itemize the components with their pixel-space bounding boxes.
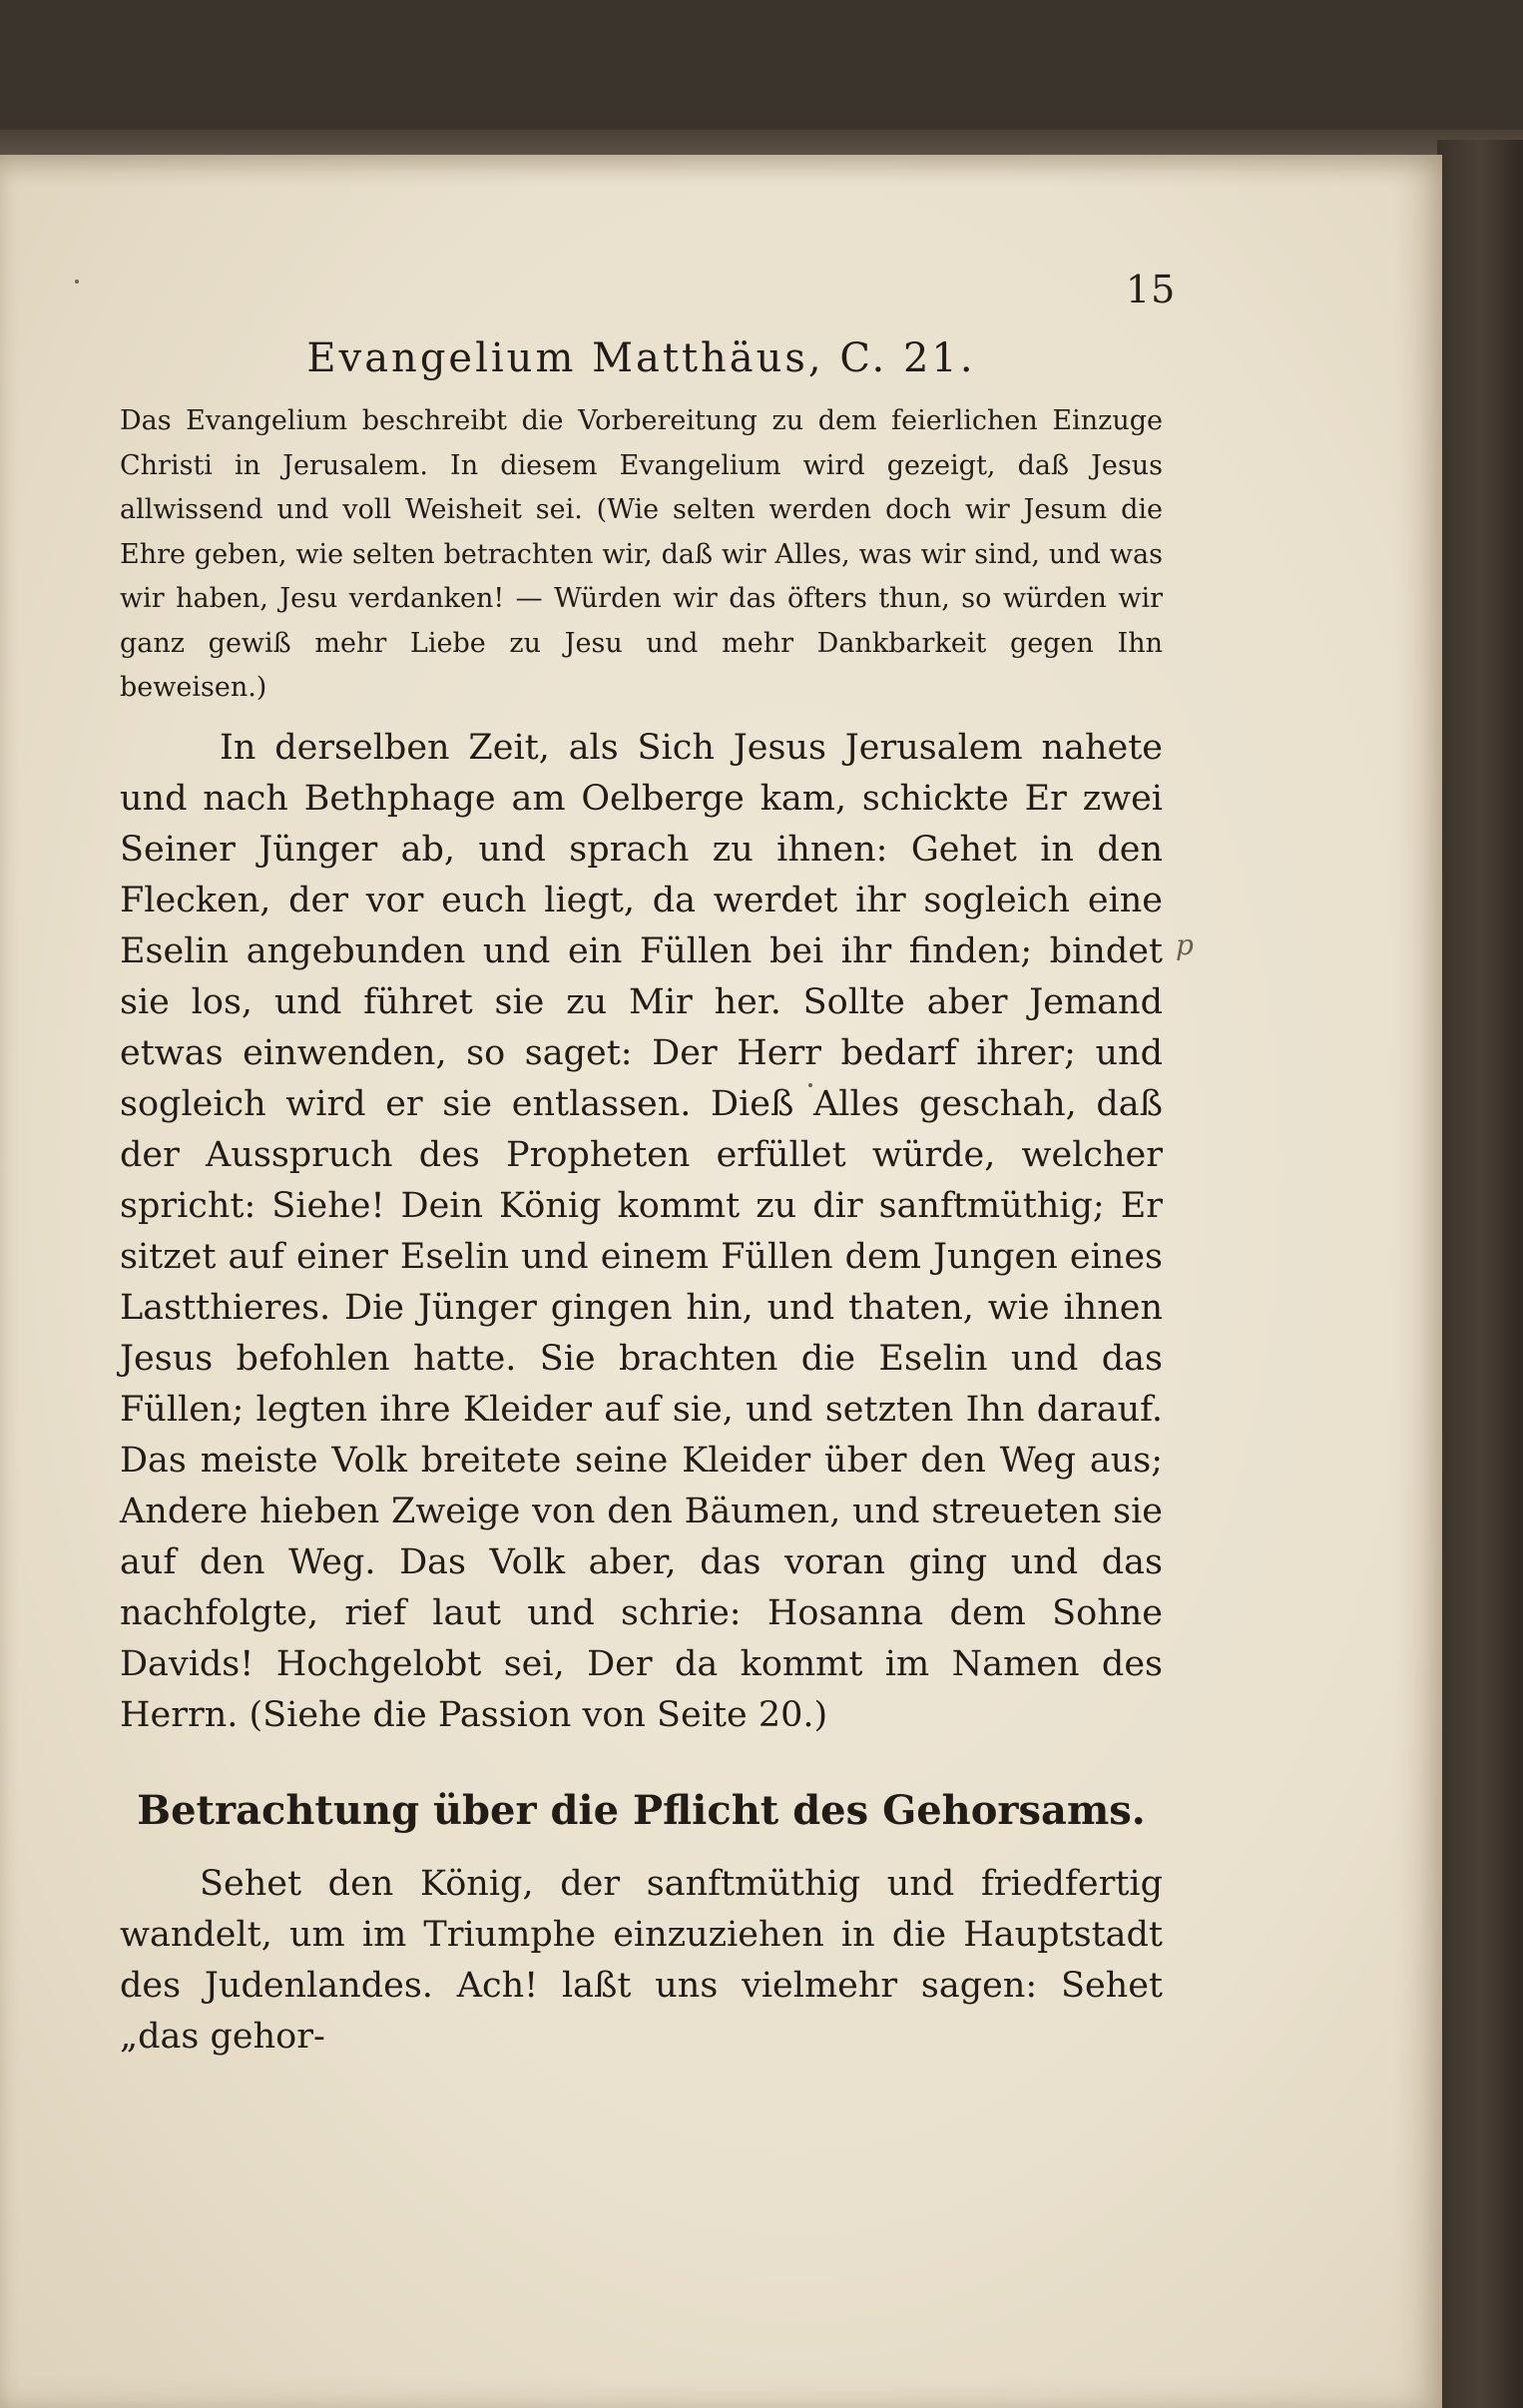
gospel-paragraph: In derselben Zeit, als Sich Jesus Jerusalem nahete und nach Bethphage am Oelberge kam, schickte Er zwei Seiner Jünger ab, und sprach zu ihnen: Gehet in den Flecken, der vor euch liegt, da werdet ihr sogleich eine Eselin angebunden und ein Füllen bei ihr finden; bindet sie los, und führet sie zu Mir her. Sollte aber Jemand etwas einwenden, so saget: Der Herr bedarf ihrer; und sogleich wird er sie entlassen. Dieß Alles geschah, daß der Ausspruch des Propheten erfüllet würde, welcher spricht: Siehe! Dein König kommt zu dir sanftmüthig; Er sitzet auf einer Eselin und einem Füllen dem Jungen eines Lastthieres. Die Jünger gingen hin, und thaten, wie ihnen Jesus befohlen hatte. Sie brachten die Eselin und das Füllen; legten ihre Kleider auf sie, und setzten Ihn darauf. Das meiste Volk breitete seine Kleider über den Weg aus; Andere hieben Zweige von den Bäumen, und streueten sie auf den Weg. Das Volk aber, das voran ging und das nachfolgte, rief laut und schrie: Hosanna dem Sohne Davids! Hochgelobt sei, Der da kommt im Namen des Herrn. (Siehe die Passion von Seite 20.) <box>120 728 1163 1735</box>
page-number: 15 <box>1126 268 1177 311</box>
chapter-heading: Evangelium Matthäus, C. 21. <box>306 335 976 381</box>
book-cover-right-edge <box>1437 140 1523 2408</box>
margin-pencil-mark: p <box>1176 928 1194 961</box>
page-speck <box>75 280 79 284</box>
intro-paragraph: Das Evangelium beschreibt die Vorbereitung zu dem feierlichen Einzuge Christi in Jerusalem. In diesem Evangelium wird gezeigt, daß Jesus allwissend und voll Weisheit sei. (Wie selten werden doch wir Jesum die Ehre geben, wie selten betrachten wir, daß wir Alles, was wir sind, und was wir haben, Jesu verdanken! — Würden wir das öfters thun, so würden wir ganz gewiß mehr Liebe zu Jesu und mehr Dankbarkeit gegen Ihn beweisen.) <box>120 405 1163 703</box>
section-title: Betrachtung über die Pflicht des Gehorsams. <box>137 1787 1146 1834</box>
meditation-paragraph: Sehet den König, der sanftmüthig und friedfertig wandelt, um im Triumphe einzuziehen in die Hauptstadt des Judenlandes. Ach! laßt uns vielmehr sagen: Sehet „das gehor- <box>120 1864 1163 2057</box>
